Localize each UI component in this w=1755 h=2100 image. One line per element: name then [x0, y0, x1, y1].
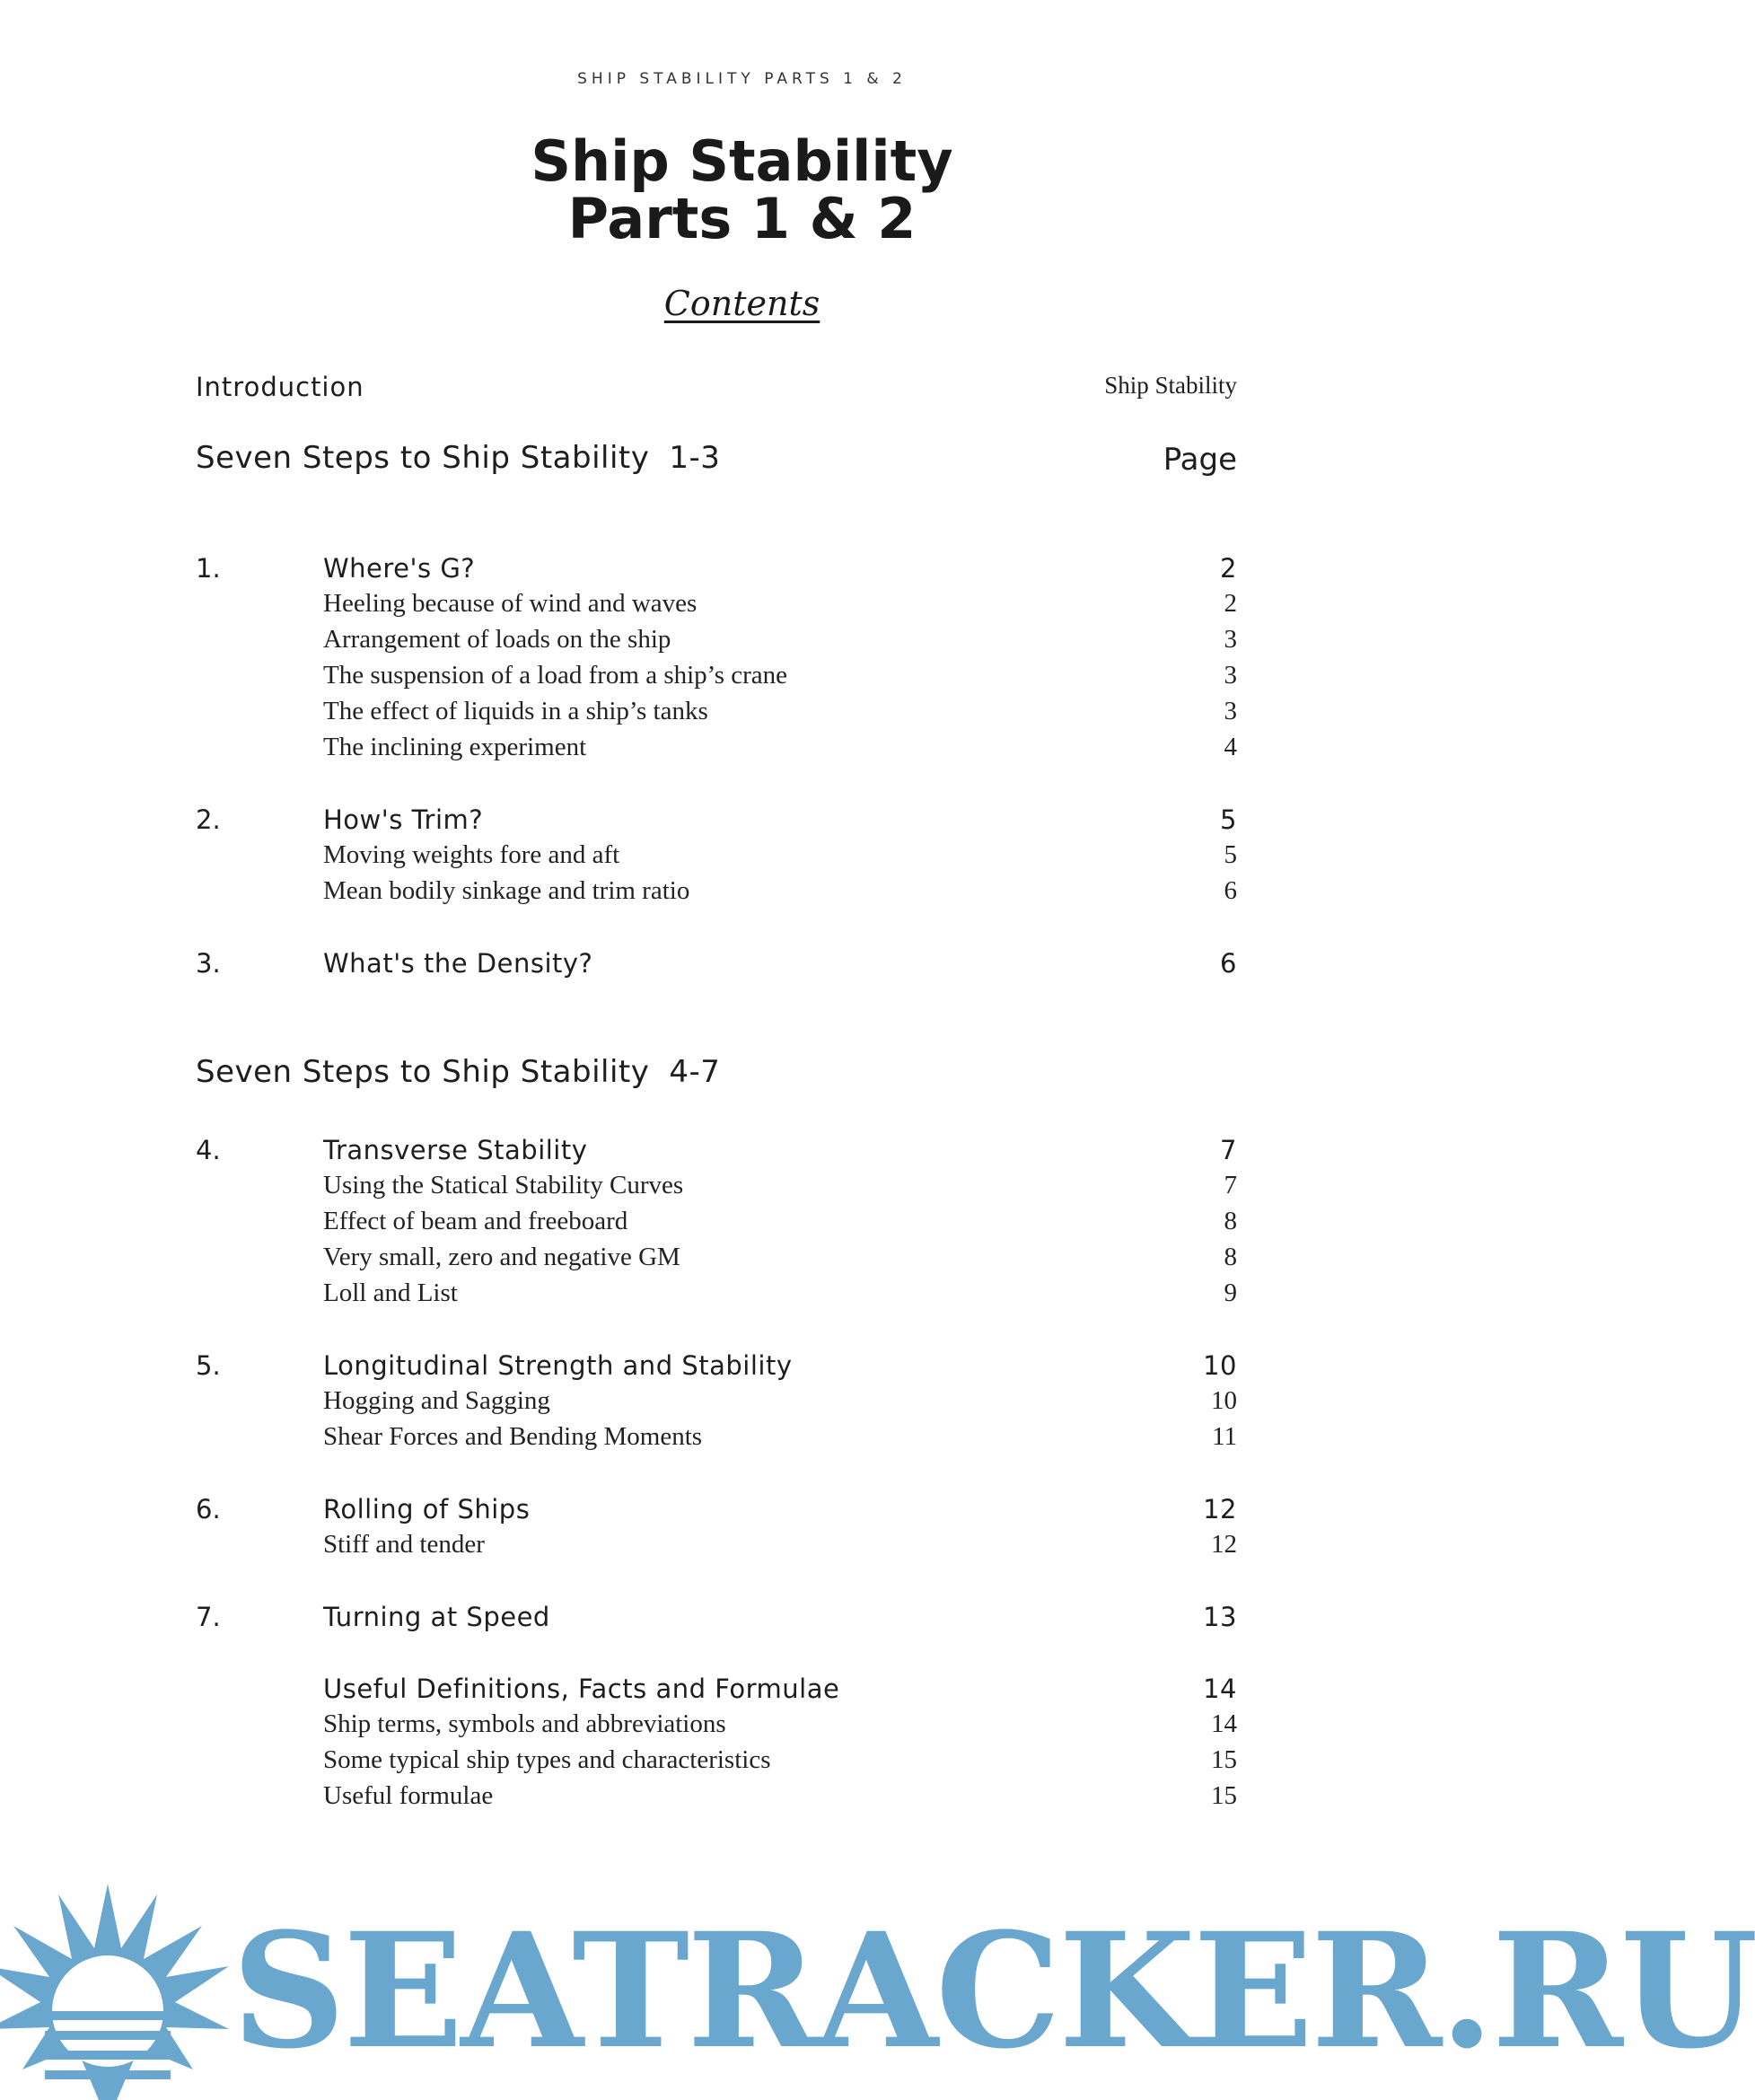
page-column-label: Page: [1163, 442, 1237, 478]
toc-entry-5: [196, 1350, 1237, 1386]
toc-entry-1: [196, 553, 1237, 589]
toc-label: Mean bodily sinkage and trim ratio: [323, 876, 690, 905]
toc-label: Longitudinal Strength and Stability: [323, 1350, 793, 1381]
toc-label: Shear Forces and Bending Moments: [323, 1422, 703, 1451]
toc-number: 3.: [196, 948, 221, 979]
toc-label: The inclining experiment: [323, 733, 587, 761]
toc-page: 12: [1211, 1530, 1237, 1559]
toc-label: Turning at Speed: [323, 1602, 550, 1632]
toc-entry-3: [196, 948, 1237, 984]
toc-label: Useful formulae: [323, 1781, 494, 1810]
toc-subentry: [196, 1207, 1237, 1243]
toc-label: Ship terms, symbols and abbreviations: [323, 1709, 726, 1738]
toc-page: 11: [1212, 1422, 1237, 1451]
toc-label: Using the Statical Stability Curves: [323, 1171, 684, 1199]
toc-subentry: [196, 840, 1237, 876]
toc-page: 14: [1203, 1674, 1237, 1704]
toc-page: 4: [1224, 733, 1237, 761]
running-head: SHIP STABILITY PARTS 1 & 2: [577, 70, 907, 88]
toc-page: 8: [1224, 1207, 1237, 1235]
toc-number: 1.: [196, 553, 221, 584]
toc-label: Where's G?: [323, 553, 476, 584]
sun-icon: [0, 1884, 229, 2100]
toc-label: Effect of beam and freeboard: [323, 1207, 628, 1235]
toc-subentry: [196, 697, 1237, 733]
watermark-text: SEATRACKER.RU: [232, 1898, 1755, 2084]
toc-page: 6: [1220, 948, 1237, 979]
title-line-1: Ship Stability: [531, 128, 953, 194]
toc-label: Very small, zero and negative GM: [323, 1243, 680, 1271]
toc-label: Hogging and Sagging: [323, 1386, 550, 1415]
introduction-right-label: Ship Stability: [1104, 372, 1237, 399]
toc-subentry: [196, 1386, 1237, 1422]
toc-label: Useful Definitions, Facts and Formulae: [323, 1674, 840, 1704]
section-range: 1-3: [669, 440, 721, 476]
toc-label: Transverse Stability: [323, 1135, 588, 1165]
toc-subentry: [196, 589, 1237, 625]
toc-label: Some typical ship types and characteristics: [323, 1745, 771, 1774]
toc-page: 15: [1211, 1781, 1237, 1810]
toc-number: 5.: [196, 1350, 221, 1381]
toc-page: 12: [1203, 1494, 1237, 1524]
toc-label: The effect of liquids in a ship’s tanks: [323, 697, 708, 725]
toc-page: 6: [1224, 876, 1237, 905]
toc-page: 3: [1224, 697, 1237, 725]
section-title: Seven Steps to Ship Stability: [196, 1054, 650, 1090]
toc-page: 2: [1220, 553, 1237, 584]
toc-subentry: [196, 1781, 1237, 1817]
toc-page: 7: [1220, 1135, 1237, 1165]
toc-label: Heeling because of wind and waves: [323, 589, 698, 618]
toc-entry-definitions: [196, 1674, 1237, 1709]
toc-label: Arrangement of loads on the ship: [323, 625, 671, 654]
title-line-2: Parts 1 & 2: [567, 186, 917, 251]
toc-label: Stiff and tender: [323, 1530, 485, 1559]
toc-subentry: [196, 1709, 1237, 1745]
toc-entry-2: [196, 804, 1237, 840]
contents-heading: Contents: [663, 284, 820, 323]
toc-page: 3: [1224, 625, 1237, 654]
toc-number: 6.: [196, 1494, 221, 1524]
section-title: Seven Steps to Ship Stability: [196, 440, 650, 476]
toc-label: The suspension of a load from a ship’s crane: [323, 661, 788, 690]
toc-subentry: [196, 1171, 1237, 1207]
toc-subentry: [196, 876, 1237, 912]
toc-subentry: [196, 625, 1237, 661]
toc-page: 10: [1203, 1350, 1237, 1381]
toc-subentry: [196, 1278, 1237, 1314]
section-range: 4-7: [669, 1054, 721, 1090]
toc-page: 15: [1211, 1745, 1237, 1774]
toc-subentry: [196, 1530, 1237, 1566]
toc-label: Loll and List: [323, 1278, 458, 1307]
toc-page: 2: [1224, 589, 1237, 618]
toc-label: Moving weights fore and aft: [323, 840, 620, 869]
toc-page: 5: [1224, 840, 1237, 869]
toc-subentry: [196, 733, 1237, 769]
toc-number: 4.: [196, 1135, 221, 1165]
toc-subentry: [196, 1243, 1237, 1278]
toc-subentry: [196, 661, 1237, 697]
toc-page: 7: [1224, 1171, 1237, 1199]
toc-page: 3: [1224, 661, 1237, 690]
toc-number: 7.: [196, 1602, 221, 1632]
toc-entry-4: [196, 1135, 1237, 1171]
toc-label: Rolling of Ships: [323, 1494, 531, 1524]
page-title: [0, 128, 1484, 251]
toc-page: 8: [1224, 1243, 1237, 1271]
toc-number: 2.: [196, 804, 221, 835]
section-heading-2: [196, 1054, 720, 1090]
toc-label: What's the Density?: [323, 948, 593, 979]
toc-subentry: [196, 1422, 1237, 1458]
toc-page: 10: [1211, 1386, 1237, 1415]
toc-page: 13: [1203, 1602, 1237, 1632]
toc-page: 5: [1220, 804, 1237, 835]
toc-label: How's Trim?: [323, 804, 484, 835]
section-heading-1: [196, 440, 720, 476]
toc-page: 9: [1224, 1278, 1237, 1307]
toc-subentry: [196, 1745, 1237, 1781]
introduction-label: Introduction: [196, 372, 364, 402]
toc-entry-6: [196, 1494, 1237, 1530]
toc-page: 14: [1211, 1709, 1237, 1738]
toc-entry-7: [196, 1602, 1237, 1638]
